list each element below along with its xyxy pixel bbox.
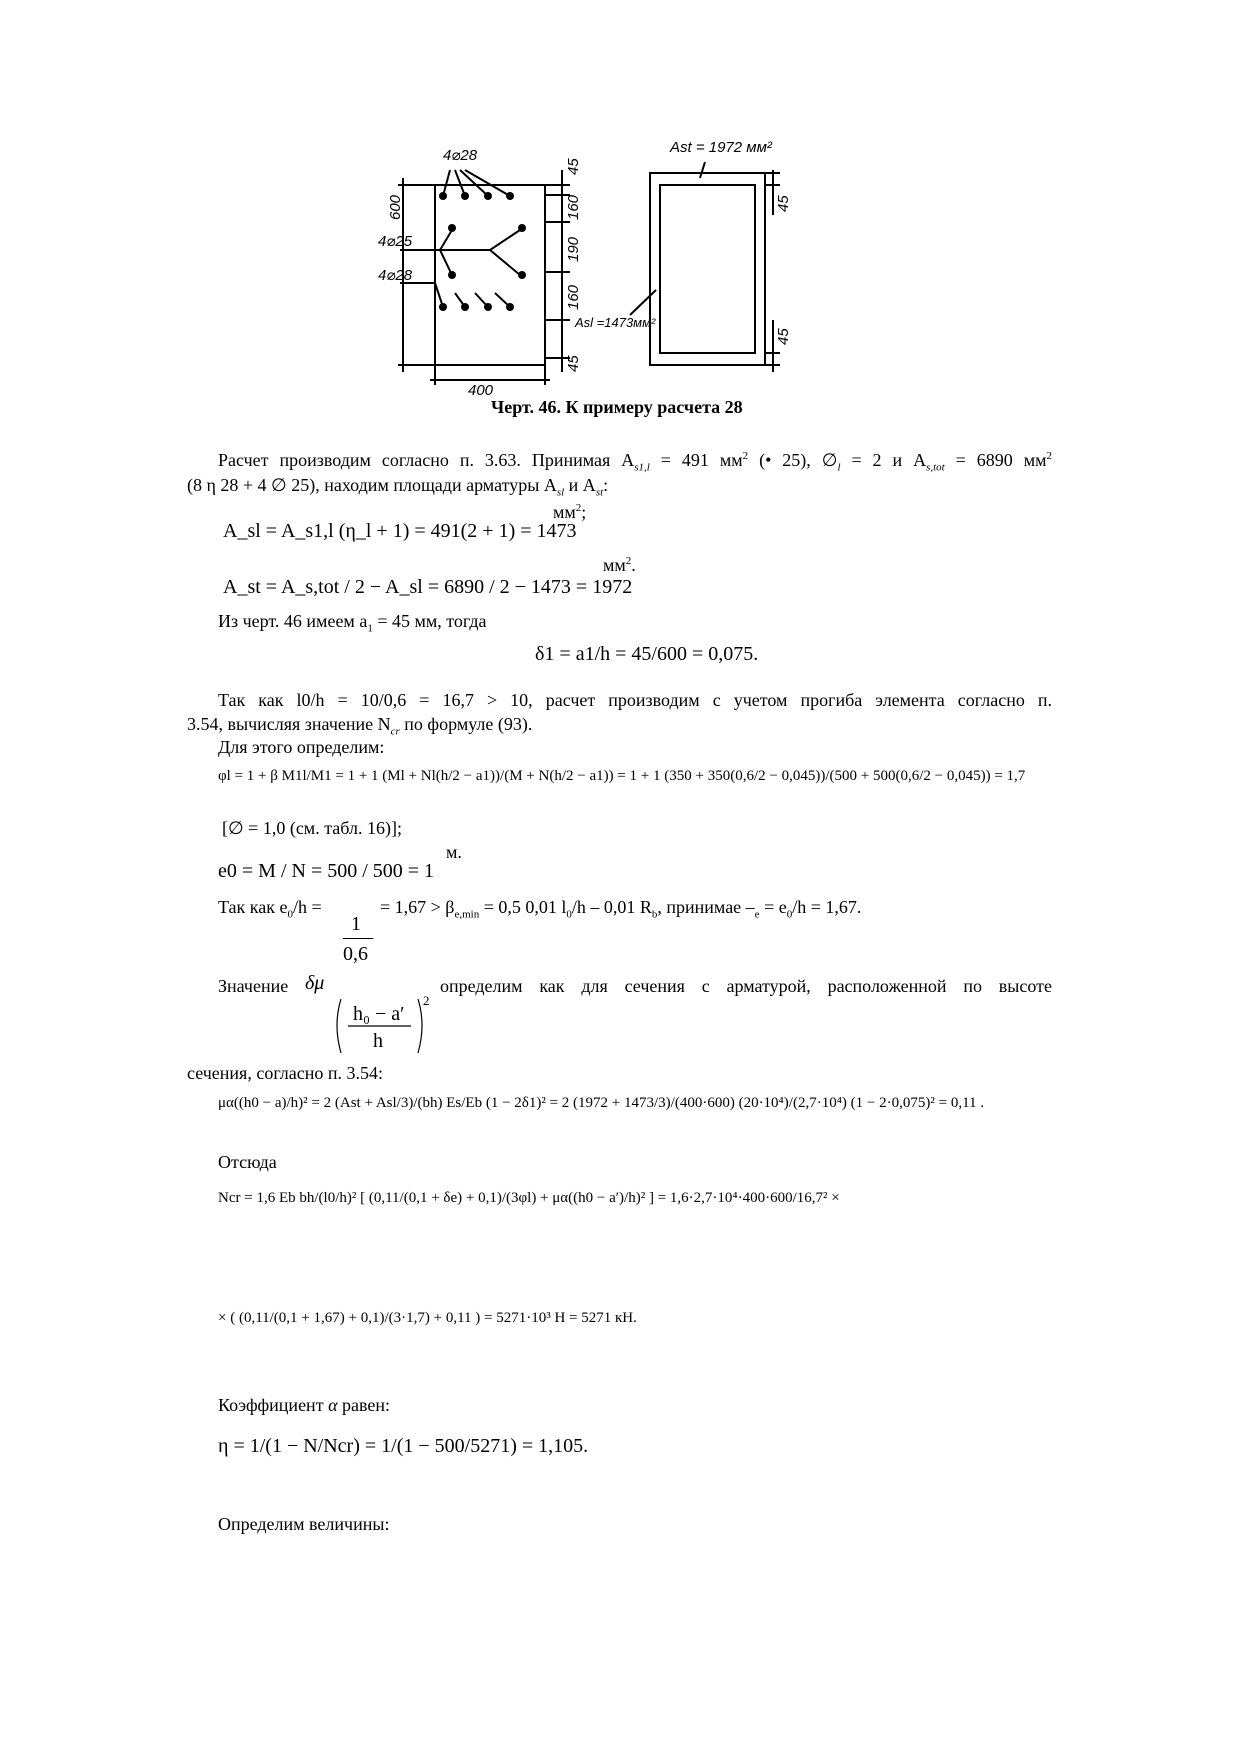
svg-text:h₀ − a′: h₀ − a′ — [353, 1003, 405, 1025]
dim-right-bottom: 45 — [775, 328, 792, 345]
right-section-inner — [660, 185, 755, 353]
dim-right-top: 45 — [775, 195, 792, 212]
paragraph-1-line-2: (8 η 28 + 4 ∅ 25), находим площади арматуры $A_{sl}$ и $A_{st}$: — [187, 475, 609, 499]
paragraph-10: Определим величины: — [218, 1514, 390, 1534]
fraction-numerator: 1 — [351, 913, 361, 935]
unit-mm2-b: $мм^2$. — [603, 555, 636, 575]
paragraph-7-end: сечения, согласно п. 3.54: — [187, 1063, 384, 1083]
right-section-outline — [650, 173, 765, 365]
paragraph-4: Для этого определим: — [218, 737, 385, 757]
unit-mm2-a: $мм^2$; — [553, 502, 587, 522]
paragraph-8: Отсюда — [218, 1152, 277, 1172]
equation-e0: e0 = M / N = 500 / 500 = 1 — [218, 860, 435, 882]
dim-width-label: 400 — [468, 382, 494, 395]
equation-delta: δ1 = a1/h = 45/600 = 0,075. — [535, 643, 759, 665]
equation-eta: η = 1/(1 − N/Ncr) = 1/(1 − 500/5271) = 1,105. — [218, 1435, 589, 1457]
figure-caption: Черт. 46. К примеру расчета 28 — [491, 397, 743, 417]
equation-phi: φl = 1 + β M1l/M1 = 1 + 1 (Ml + Nl(h/2 − a1))/(M + N(h/2 − a1)) = 1 + 1 (350 + 350(0,6/2 − 0,045))/(500 + 500(0,6/2 − 0,045)) = 1,7 — [218, 768, 1026, 784]
paragraph-3-line-2: 3.54, вычисляя значение $N_{cr}$ по формуле (93). — [187, 714, 533, 738]
label-bot-bars: 4⌀28 — [378, 267, 413, 284]
dim-right-4: 45 — [565, 355, 582, 372]
dim-right-3: 160 — [565, 284, 582, 310]
paragraph-6-right: = $1,67 > \beta_{e,min} = 0,5$ 0,01 $l_0/h - 0,01$ $R_b$, принимае $-_e = e_0/h = 1,67$. — [380, 897, 862, 921]
equation-asl: A_sl = A_s1,l (η_l + 1) = 491(2 + 1) = 1473 — [223, 520, 577, 542]
paragraph-5: [∅ = 1,0 (см. табл. 16)]; — [222, 818, 402, 838]
dim-height-label: 600 — [387, 194, 404, 220]
symbol-delta-mu: δμ — [305, 972, 325, 994]
equation-mu-alpha: μα((h0 − a)/h)² = 2 (Ast + Asl/3)/(bh) Es/Eb (1 − 2δ1)² = 2 (1972 + 1473/3)/(400·600) (20·10⁴)/(2,7·10⁴) (1 − 2·0,075)² = 0,11 . — [218, 1095, 985, 1111]
dim-right-1: 160 — [565, 194, 582, 220]
label-ast: Ast = 1972 мм² — [670, 140, 772, 156]
unit-m: м. — [446, 842, 462, 862]
section-drawing — [340, 140, 900, 395]
label-top-bars: 4⌀28 — [443, 147, 478, 164]
label-mid-bars: 4⌀25 — [378, 233, 413, 250]
label-asl: Asl =1473мм² — [575, 315, 656, 330]
paragraph-6-left: Так как $e_0/h$ = — [218, 897, 322, 921]
dim-right-2: 190 — [565, 236, 582, 262]
svg-text:2: 2 — [423, 995, 430, 1008]
equation-ncr-continued: × ( (0,11/(0,1 + 1,67) + 0,1)/(3·1,7) + 0,11 ) = 5271·10³ H = 5271 кН. — [218, 1310, 637, 1326]
fraction-bar — [343, 938, 373, 939]
paragraph-3-line-1: Так как l0/h = 10/0,6 = 16,7 > 10, расчет производим с учетом прогиба элемента согласно п. — [218, 690, 1052, 710]
paragraph-9: Коэффициент α равен: — [218, 1395, 391, 1415]
fraction-denominator: 0,6 — [343, 943, 368, 965]
paragraph-7-text: определим как для сечения с арматурой, расположенной по высоте — [440, 976, 1052, 996]
paragraph-1-line-1: Расчет производим согласно п. 3.63. Принимая $A_{s1,l} = 491$ $мм^2$ (• 25), $\emptyset_l = 2$ и $A_{s,tot} = 6890$ $мм^2$ — [218, 450, 1053, 474]
equation-ast: A_st = A_s,tot / 2 − A_sl = 6890 / 2 − 1473 = 1972 — [223, 576, 633, 598]
dim-right-0: 45 — [565, 158, 582, 175]
fraction-h0-a-squared — [333, 995, 433, 1060]
paragraph-7-label: Значение — [218, 976, 289, 996]
svg-text:h: h — [373, 1030, 383, 1052]
equation-ncr: Ncr = 1,6 Eb bh/(l0/h)² [ (0,11/(0,1 + δe) + 0,1)/(3φl) + μα((h0 − a′)/h)² ] = 1,6·2,7·10⁴·400·600/16,7² × — [218, 1190, 840, 1206]
paragraph-2: Из черт. 46 имеем $a_1 = 45$ мм, тогда — [218, 611, 487, 635]
